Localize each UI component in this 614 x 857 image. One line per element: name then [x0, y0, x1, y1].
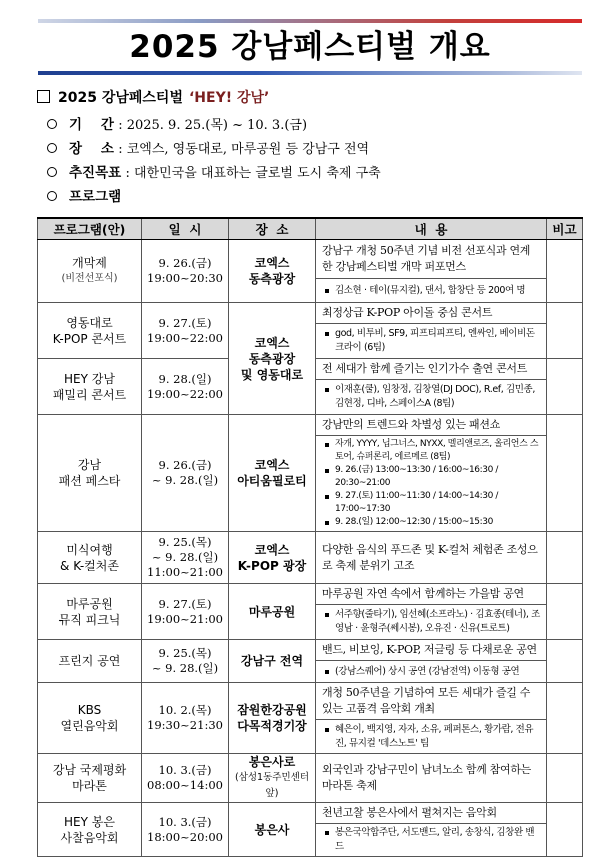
venue-cell — [229, 303, 316, 415]
program-name: 미식여행 — [66, 542, 113, 557]
title-bottom-bar — [38, 71, 582, 75]
content-description: 개청 50주년을 기념하여 모든 세대가 즐길 수 있는 고품격 음악회 개최 — [316, 683, 547, 720]
venue-line: K-POP 광장 — [237, 558, 307, 573]
venue-line: 강남구 전역 — [240, 654, 304, 668]
venue-cell — [229, 415, 316, 532]
date-line: 9. 25.(목) — [158, 535, 212, 549]
program-cell — [38, 303, 142, 359]
venue-line: 아티움필로티 — [237, 474, 307, 488]
venue-cell — [229, 754, 316, 803]
program-name: & K-컬처존 — [60, 558, 119, 573]
program-name: 강남 — [77, 458, 102, 472]
venue-cell — [229, 532, 316, 584]
detail-item: 혜은이, 백지영, 자자, 소유, 페퍼톤스, 황가람, 전유진, 뮤지컬 '데스노트' 팀 — [324, 723, 540, 751]
date-cell — [142, 532, 229, 584]
header-date: 일 시 — [142, 218, 229, 240]
date-line: 10. 2.(목) — [158, 703, 212, 717]
date-line: ~ 9. 28.(일) — [151, 473, 219, 487]
content-description: 다양한 음식의 푸드존 및 K-컬처 체험존 조성으로 축제 분위기 고조 — [316, 532, 547, 584]
date-line: 9. 26.(금) — [158, 256, 212, 270]
venue-cell — [229, 683, 316, 754]
venue-line: 코엑스 — [254, 256, 290, 270]
table-row — [38, 584, 583, 605]
date-cell — [142, 754, 229, 803]
content-detail — [316, 824, 547, 857]
program-name: 뮤직 피크닉 — [58, 612, 121, 627]
venue-line: 동측광장 — [248, 272, 296, 286]
venue-line: 동측광장 — [248, 351, 296, 366]
date-line: 19:00~20:30 — [147, 271, 223, 285]
date-cell — [142, 415, 229, 532]
date-line: 19:00~21:00 — [147, 611, 223, 626]
content-detail — [316, 436, 547, 532]
program-name: 영동대로 — [66, 315, 113, 330]
content-description: 최정상급 K-POP 아이돌 중심 콘서트 — [316, 303, 547, 324]
info-program — [47, 187, 121, 207]
date-line: 11:00~21:00 — [147, 565, 223, 579]
program-name: 패션 페스타 — [58, 474, 121, 488]
detail-item: god, 비투비, SF9, 피프티피프티, 엔싸인, 베이비돈크라이 (6팀) — [324, 327, 540, 355]
program-cell — [38, 415, 142, 532]
program-cell — [38, 683, 142, 754]
date-line: 18:00~20:00 — [147, 829, 223, 844]
venue-cell — [229, 584, 316, 640]
checkbox-square-icon — [37, 90, 50, 103]
program-name: K-POP 콘서트 — [52, 331, 127, 346]
table-row — [38, 240, 583, 279]
header-venue: 장 소 — [229, 218, 316, 240]
venue-line: 코엑스 — [254, 335, 290, 350]
date-line: 9. 27.(토) — [158, 315, 212, 330]
note-cell — [547, 640, 583, 683]
venue-line: 및 영동대로 — [240, 367, 304, 382]
program-cell — [38, 532, 142, 584]
program-name: 강남 국제평화 — [52, 763, 127, 777]
date-cell — [142, 640, 229, 683]
content-description: 강남만의 트렌드와 차별성 있는 패션쇼 — [316, 415, 547, 436]
venue-line: (삼성1동주민센터 앞) — [235, 772, 309, 799]
info-venue — [47, 139, 369, 160]
date-line: 9. 25.(목) — [158, 646, 212, 660]
program-name: 마라톤 — [72, 779, 107, 793]
table-row — [38, 803, 583, 824]
content-description: 천년고찰 봉은사에서 펼쳐지는 음악회 — [316, 803, 547, 824]
program-table — [37, 217, 583, 857]
info-value: : 코엑스, 영동대로, 마루공원 등 강남구 전역 — [118, 142, 370, 157]
detail-item: 9. 26.(금) 13:00~13:30 / 16:00~16:30 / 20:30~21:00 — [324, 464, 540, 490]
circle-bullet-icon — [47, 191, 57, 201]
detail-item: 서주향(줄타기), 임선혜(소프라노) · 김효종(테너), 조영남 · 윤형주(쎄시봉), 오유진 · 신유(트로트) — [324, 608, 540, 636]
table-row — [38, 415, 583, 436]
title-top-bar — [38, 19, 582, 23]
venue-line: 봉은사 — [254, 822, 290, 837]
date-line: 19:00~22:00 — [147, 330, 223, 345]
info-label: 장 소 — [69, 141, 114, 157]
note-cell — [547, 240, 583, 303]
table-row — [38, 754, 583, 803]
note-cell — [547, 754, 583, 803]
venue-cell — [229, 803, 316, 857]
section-slogan: ‘HEY! 강남’ — [188, 90, 270, 106]
content-description: 마루공원 자연 속에서 함께하는 가을밤 공연 — [316, 584, 547, 605]
date-cell — [142, 303, 229, 359]
venue-line: 코엑스 — [254, 542, 290, 557]
program-cell — [38, 240, 142, 303]
venue-line: 잠원한강공원 — [237, 703, 307, 717]
content-description: 밴드, 비보잉, K-POP, 저글링 등 다채로운 공연 — [316, 640, 547, 661]
program-cell — [38, 640, 142, 683]
date-line: 10. 3.(금) — [158, 763, 212, 777]
detail-item: 봉은국악합주단, 서도밴드, 알리, 송창식, 김창완 밴드 — [324, 826, 540, 854]
table-row — [38, 683, 583, 720]
venue-line: 코엑스 — [254, 458, 290, 472]
program-name: HEY 강남 — [64, 371, 115, 386]
detail-item: 9. 28.(일) 12:00~12:30 / 15:00~15:30 — [324, 516, 540, 529]
info-value: : 2025. 9. 25.(목) ~ 10. 3.(금) — [118, 118, 308, 133]
note-cell — [547, 303, 583, 359]
date-cell — [142, 584, 229, 640]
program-cell — [38, 584, 142, 640]
content-detail — [316, 324, 547, 359]
header-content: 내 용 — [316, 218, 547, 240]
date-cell — [142, 359, 229, 415]
note-cell — [547, 532, 583, 584]
date-line: 19:30~21:30 — [147, 718, 223, 732]
info-goal — [47, 163, 381, 184]
note-cell — [547, 584, 583, 640]
date-line: ~ 9. 28.(일) — [151, 661, 219, 675]
circle-bullet-icon — [47, 143, 57, 153]
circle-bullet-icon — [47, 167, 57, 177]
date-line: 9. 28.(일) — [158, 371, 212, 386]
content-detail — [316, 605, 547, 640]
detail-item: (강남스퀘어) 상시 공연 (강남전역) 이동형 공연 — [324, 665, 540, 679]
program-name: HEY 봉은 — [64, 814, 115, 829]
venue-line: 마루공원 — [248, 604, 296, 619]
program-subtitle: (비전선포식) — [61, 273, 118, 284]
program-name: KBS — [77, 703, 102, 717]
program-cell — [38, 754, 142, 803]
content-description: 강남구 개청 50주년 기념 비전 선포식과 연계한 강남페스티벌 개막 퍼포먼스 — [316, 240, 547, 279]
info-label: 프로그램 — [69, 189, 122, 205]
content-detail — [316, 380, 547, 415]
content-description: 외국인과 강남구민이 남녀노소 함께 참여하는 마라톤 축제 — [316, 754, 547, 803]
info-period — [47, 115, 307, 136]
note-cell — [547, 803, 583, 857]
date-cell — [142, 683, 229, 754]
note-cell — [547, 359, 583, 415]
note-cell — [547, 683, 583, 754]
header-program: 프로그램(안) — [38, 218, 142, 240]
content-detail — [316, 279, 547, 303]
program-cell — [38, 803, 142, 857]
program-name: 열린음악회 — [60, 719, 119, 733]
detail-item: 9. 27.(토) 11:00~11:30 / 14:00~14:30 / 17:00~17:30 — [324, 490, 540, 516]
venue-line: 다목적경기장 — [237, 719, 307, 733]
info-label: 추진목표 — [69, 165, 122, 181]
section-heading — [37, 88, 269, 108]
venue-cell — [229, 240, 316, 303]
date-cell — [142, 240, 229, 303]
detail-item: 자개, YYYY, 닙그너스, NYXX, 멜리앤로즈, 올리언스 스토어, 슈퍼론리, 에르메르 (8팀) — [324, 438, 540, 464]
venue-line: 봉은사로 — [248, 755, 296, 769]
content-detail — [316, 720, 547, 754]
table-header-row — [38, 218, 583, 240]
date-line: 9. 26.(금) — [158, 458, 212, 472]
program-cell — [38, 359, 142, 415]
program-name: 패밀리 콘서트 — [52, 387, 127, 402]
program-name: 사찰음악회 — [60, 830, 119, 845]
header-note: 비고 — [547, 218, 583, 240]
date-line: 10. 3.(금) — [158, 814, 212, 829]
program-name: 프린지 공연 — [58, 654, 121, 668]
table-row — [38, 640, 583, 661]
date-line: 9. 27.(토) — [158, 596, 212, 611]
program-name: 개막제 — [72, 256, 107, 270]
table-row — [38, 532, 583, 584]
table-row — [38, 303, 583, 324]
info-value: : 대한민국을 대표하는 글로벌 도시 축제 구축 — [125, 166, 381, 181]
circle-bullet-icon — [47, 119, 57, 129]
detail-item: 김소현 · 테이(뮤지컬), 댄서, 합창단 등 200여 명 — [324, 284, 540, 298]
date-cell — [142, 803, 229, 857]
page-title: 2025 강남페스티벌 개요 — [129, 29, 491, 65]
content-description: 전 세대가 함께 즐기는 인기가수 출연 콘서트 — [316, 359, 547, 380]
date-line: ~ 9. 28.(일) — [151, 550, 219, 564]
detail-item: 이재훈(쿨), 임창정, 김창열(DJ DOC), R.ef, 김민종, 김현정, 디바, 스페이스A (8팀) — [324, 383, 540, 411]
section-label: 2025 강남페스티벌 — [58, 90, 183, 106]
note-cell — [547, 415, 583, 532]
date-line: 08:00~14:00 — [147, 778, 223, 792]
program-name: 마루공원 — [66, 596, 113, 611]
info-label: 기 간 — [69, 117, 114, 133]
date-line: 19:00~22:00 — [147, 386, 223, 401]
venue-cell — [229, 640, 316, 683]
content-detail — [316, 661, 547, 683]
